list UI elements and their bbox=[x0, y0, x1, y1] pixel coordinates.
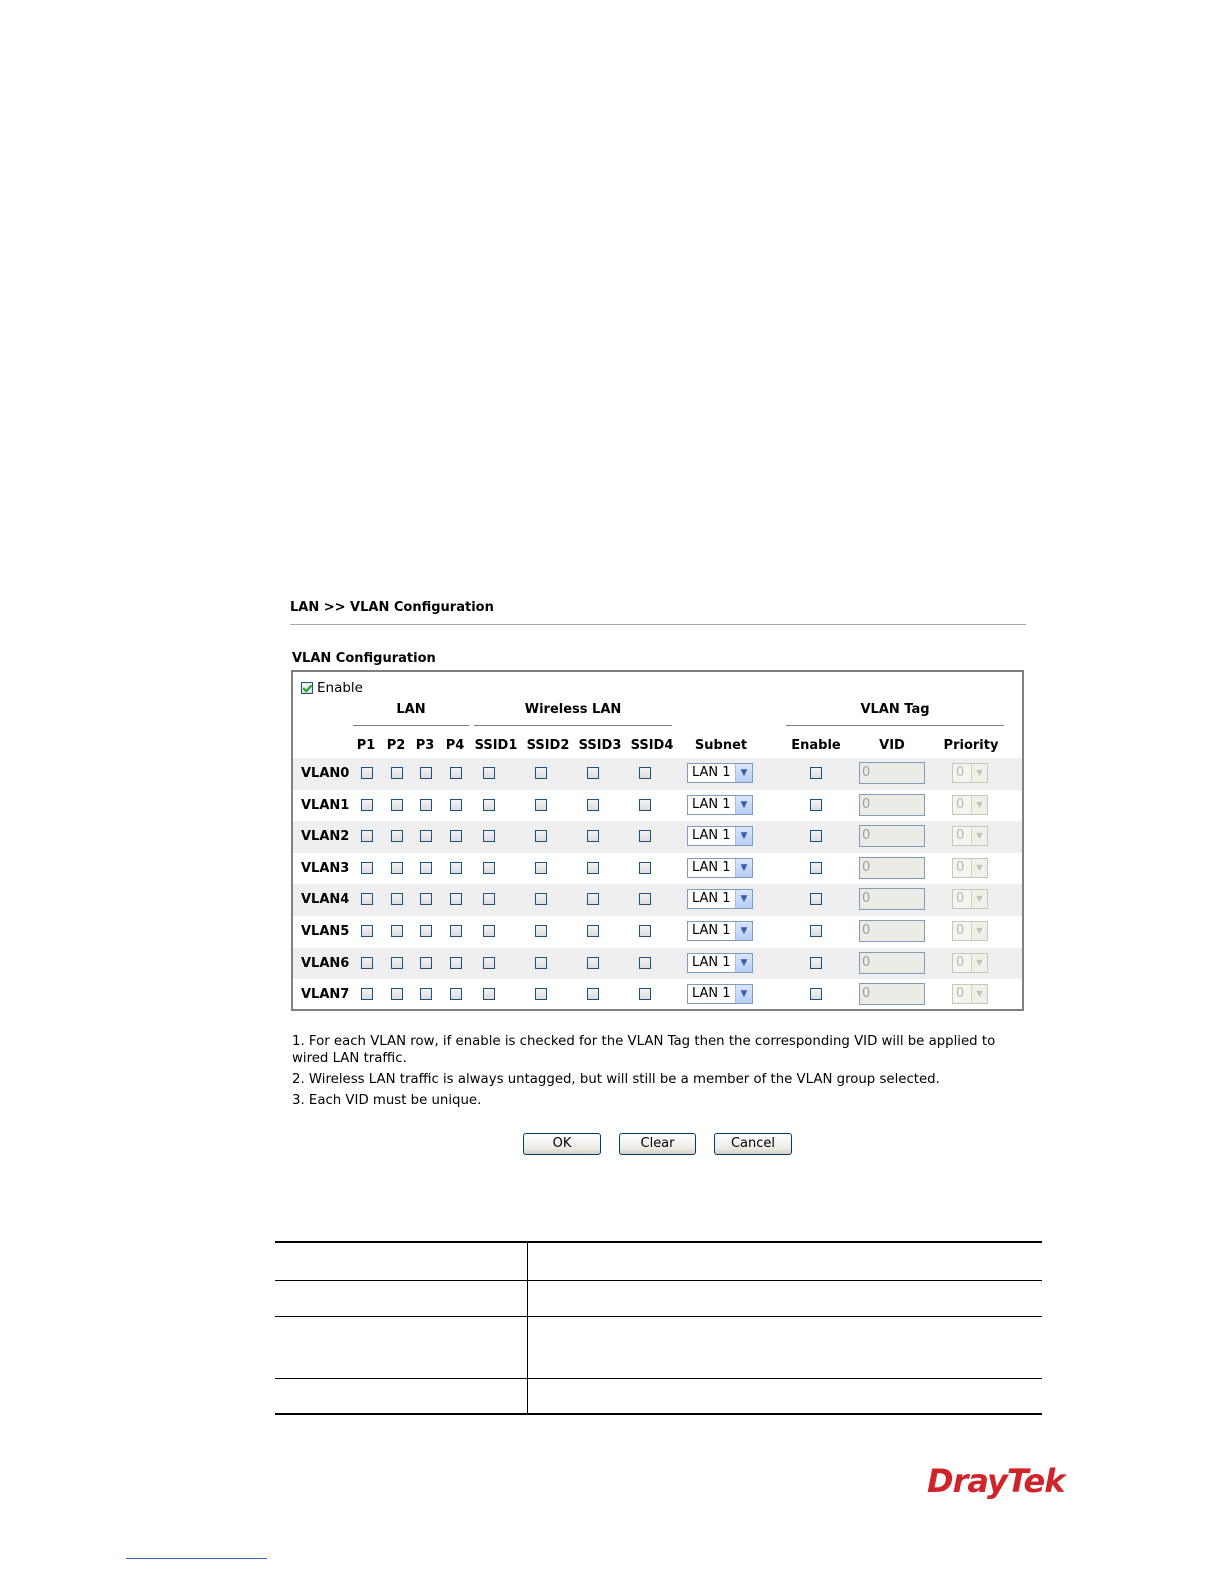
chevron-down-icon[interactable]: ▼ bbox=[735, 796, 752, 814]
vlan-row-label: VLAN2 bbox=[301, 829, 350, 845]
group-vlan-tag-label: VLAN Tag bbox=[860, 702, 930, 717]
chevron-down-icon[interactable]: ▼ bbox=[735, 922, 752, 940]
vlan-ssid4-checkbox[interactable] bbox=[639, 767, 651, 779]
vlan-p4-checkbox[interactable] bbox=[450, 925, 462, 937]
chevron-down-icon[interactable]: ▼ bbox=[971, 985, 987, 1003]
subnet-select[interactable] bbox=[687, 984, 753, 1004]
vlan-p3-checkbox[interactable] bbox=[420, 893, 432, 905]
subnet-select[interactable] bbox=[687, 763, 753, 783]
subnet-select[interactable] bbox=[687, 826, 753, 846]
col-p2: P2 bbox=[386, 738, 406, 753]
vlan-p3-checkbox[interactable] bbox=[420, 767, 432, 779]
vlan-tag-enable-checkbox[interactable] bbox=[810, 830, 822, 842]
subnet-value: LAN 1 bbox=[692, 859, 731, 875]
vlan-ssid1-checkbox[interactable] bbox=[483, 830, 495, 842]
vlan-ssid1-checkbox[interactable] bbox=[483, 925, 495, 937]
vlan-ssid1-checkbox[interactable] bbox=[483, 767, 495, 779]
vlan-ssid1-checkbox[interactable] bbox=[483, 957, 495, 969]
vlan-p1-checkbox[interactable] bbox=[361, 767, 373, 779]
chevron-down-icon[interactable]: ▼ bbox=[735, 985, 752, 1003]
vlan-row bbox=[293, 948, 1022, 980]
vlan-p2-checkbox[interactable] bbox=[391, 799, 403, 811]
vlan-ssid4-checkbox[interactable] bbox=[639, 925, 651, 937]
vlan-ssid3-checkbox[interactable] bbox=[587, 893, 599, 905]
priority-select[interactable] bbox=[952, 984, 988, 1004]
col-ssid4: SSID4 bbox=[630, 738, 674, 753]
ok-button[interactable]: OK bbox=[523, 1133, 601, 1155]
vlan-p3-checkbox[interactable] bbox=[420, 988, 432, 1000]
priority-select[interactable] bbox=[952, 795, 988, 815]
priority-value: 0 bbox=[956, 922, 965, 938]
vlan-ssid4-checkbox[interactable] bbox=[639, 988, 651, 1000]
col-subnet: Subnet bbox=[694, 738, 748, 753]
notes bbox=[292, 1033, 1027, 1113]
vlan-ssid1-checkbox[interactable] bbox=[483, 988, 495, 1000]
vlan-row-label: VLAN5 bbox=[301, 923, 350, 939]
vlan-p4-checkbox[interactable] bbox=[450, 893, 462, 905]
note-2: 2. Wireless LAN traffic is always untagged, but will still be a member of the VLAN group selected. bbox=[292, 1072, 940, 1087]
col-p1: P1 bbox=[356, 738, 376, 753]
cancel-button[interactable]: Cancel bbox=[714, 1133, 792, 1155]
vlan-p4-checkbox[interactable] bbox=[450, 957, 462, 969]
vlan-row-label: VLAN4 bbox=[301, 892, 350, 908]
vlan-p4-checkbox[interactable] bbox=[450, 830, 462, 842]
priority-select[interactable] bbox=[952, 858, 988, 878]
enable-label: Enable bbox=[317, 680, 363, 696]
vlan-ssid2-checkbox[interactable] bbox=[535, 830, 547, 842]
vlan-row-label: VLAN1 bbox=[301, 797, 350, 813]
chevron-down-icon[interactable]: ▼ bbox=[735, 890, 752, 908]
subnet-value: LAN 1 bbox=[692, 891, 731, 907]
vlan-p1-checkbox[interactable] bbox=[361, 830, 373, 842]
vlan-ssid4-checkbox[interactable] bbox=[639, 893, 651, 905]
vlan-ssid2-checkbox[interactable] bbox=[535, 988, 547, 1000]
vid-input[interactable]: 0 bbox=[859, 762, 925, 784]
vlan-p4-checkbox[interactable] bbox=[450, 799, 462, 811]
priority-select[interactable] bbox=[952, 889, 988, 909]
vlan-p4-checkbox[interactable] bbox=[450, 767, 462, 779]
vlan-row bbox=[293, 853, 1022, 885]
vid-input[interactable]: 0 bbox=[859, 825, 925, 847]
priority-value: 0 bbox=[956, 954, 965, 970]
vlan-rows bbox=[293, 758, 1022, 1011]
note-3: 3. Each VID must be unique. bbox=[292, 1093, 482, 1108]
subnet-select[interactable] bbox=[687, 921, 753, 941]
vlan-row bbox=[293, 790, 1022, 822]
subnet-value: LAN 1 bbox=[692, 922, 731, 938]
vlan-p2-checkbox[interactable] bbox=[391, 767, 403, 779]
vlan-ssid2-checkbox[interactable] bbox=[535, 862, 547, 874]
vlan-ssid3-checkbox[interactable] bbox=[587, 925, 599, 937]
chevron-down-icon[interactable]: ▼ bbox=[971, 827, 987, 845]
vlan-row-label: VLAN7 bbox=[301, 987, 350, 1003]
subnet-select[interactable] bbox=[687, 889, 753, 909]
vid-input[interactable]: 0 bbox=[859, 983, 925, 1005]
vlan-ssid3-checkbox[interactable] bbox=[587, 830, 599, 842]
vlan-ssid3-checkbox[interactable] bbox=[587, 767, 599, 779]
vlan-ssid3-checkbox[interactable] bbox=[587, 988, 599, 1000]
breadcrumb: LAN >> VLAN Configuration bbox=[290, 600, 494, 615]
vid-input[interactable]: 0 bbox=[859, 920, 925, 942]
footer-line bbox=[126, 1558, 267, 1559]
vlan-row bbox=[293, 758, 1022, 790]
chevron-down-icon[interactable]: ▼ bbox=[971, 764, 987, 782]
vlan-row-label: VLAN6 bbox=[301, 955, 350, 971]
vlan-row bbox=[293, 884, 1022, 916]
priority-value: 0 bbox=[956, 859, 965, 875]
vlan-p2-checkbox[interactable] bbox=[391, 830, 403, 842]
vlan-row-label: VLAN3 bbox=[301, 860, 350, 876]
col-priority: Priority bbox=[943, 738, 999, 753]
col-ssid2: SSID2 bbox=[526, 738, 570, 753]
group-vlan-tag-line bbox=[786, 725, 1004, 726]
col-p3: P3 bbox=[415, 738, 435, 753]
priority-value: 0 bbox=[956, 986, 965, 1002]
vlan-ssid4-checkbox[interactable] bbox=[639, 799, 651, 811]
chevron-down-icon[interactable]: ▼ bbox=[971, 954, 987, 972]
vlan-p2-checkbox[interactable] bbox=[391, 862, 403, 874]
priority-select[interactable] bbox=[952, 826, 988, 846]
chevron-down-icon[interactable]: ▼ bbox=[971, 890, 987, 908]
draytek-logo: DrayTek bbox=[927, 1462, 1065, 1500]
vlan-p3-checkbox[interactable] bbox=[420, 799, 432, 811]
subnet-select[interactable] bbox=[687, 953, 753, 973]
priority-value: 0 bbox=[956, 891, 965, 907]
vlan-ssid2-checkbox[interactable] bbox=[535, 925, 547, 937]
priority-select[interactable] bbox=[952, 953, 988, 973]
subnet-select[interactable] bbox=[687, 858, 753, 878]
vid-input[interactable]: 0 bbox=[859, 952, 925, 974]
subnet-value: LAN 1 bbox=[692, 986, 731, 1002]
enable-toggle[interactable] bbox=[301, 680, 363, 696]
vid-input[interactable]: 0 bbox=[859, 857, 925, 879]
vlan-p1-checkbox[interactable] bbox=[361, 925, 373, 937]
chevron-down-icon[interactable]: ▼ bbox=[735, 954, 752, 972]
note-1: 1. For each VLAN row, if enable is checked for the VLAN Tag then the corresponding VID will be applied to wired LAN traffic. bbox=[292, 1034, 996, 1066]
chevron-down-icon[interactable]: ▼ bbox=[971, 796, 987, 814]
enable-checkbox[interactable] bbox=[301, 682, 313, 694]
vlan-ssid1-checkbox[interactable] bbox=[483, 893, 495, 905]
priority-value: 0 bbox=[956, 828, 965, 844]
col-enable: Enable bbox=[791, 738, 841, 753]
vlan-p2-checkbox[interactable] bbox=[391, 988, 403, 1000]
subnet-value: LAN 1 bbox=[692, 765, 731, 780]
priority-select[interactable] bbox=[952, 763, 988, 783]
vlan-p2-checkbox[interactable] bbox=[391, 957, 403, 969]
vlan-ssid1-checkbox[interactable] bbox=[483, 799, 495, 811]
subnet-value: LAN 1 bbox=[692, 796, 731, 812]
vlan-p2-checkbox[interactable] bbox=[391, 893, 403, 905]
vlan-p3-checkbox[interactable] bbox=[420, 862, 432, 874]
vlan-p4-checkbox[interactable] bbox=[450, 988, 462, 1000]
subnet-select[interactable] bbox=[687, 795, 753, 815]
col-p4: P4 bbox=[445, 738, 465, 753]
description-table bbox=[275, 1241, 1042, 1415]
col-ssid1: SSID1 bbox=[474, 738, 518, 753]
vlan-p3-checkbox[interactable] bbox=[420, 925, 432, 937]
vlan-p4-checkbox[interactable] bbox=[450, 862, 462, 874]
vlan-ssid2-checkbox[interactable] bbox=[535, 767, 547, 779]
vlan-p1-checkbox[interactable] bbox=[361, 862, 373, 874]
chevron-down-icon[interactable]: ▼ bbox=[735, 827, 752, 845]
vlan-row bbox=[293, 916, 1022, 948]
chevron-down-icon[interactable]: ▼ bbox=[735, 859, 752, 877]
group-wireless-label: Wireless LAN bbox=[524, 702, 622, 717]
subnet-value: LAN 1 bbox=[692, 828, 731, 844]
vid-input[interactable]: 0 bbox=[859, 888, 925, 910]
vlan-p3-checkbox[interactable] bbox=[420, 957, 432, 969]
col-vid: VID bbox=[879, 738, 905, 753]
vlan-tag-enable-checkbox[interactable] bbox=[810, 957, 822, 969]
group-lan-line bbox=[353, 725, 469, 726]
priority-value: 0 bbox=[956, 796, 965, 812]
group-wireless-line bbox=[474, 725, 672, 726]
vlan-ssid1-checkbox[interactable] bbox=[483, 862, 495, 874]
vlan-p1-checkbox[interactable] bbox=[361, 799, 373, 811]
heading-divider bbox=[290, 624, 1026, 625]
vlan-tag-enable-checkbox[interactable] bbox=[810, 925, 822, 937]
vlan-p3-checkbox[interactable] bbox=[420, 830, 432, 842]
vlan-tag-enable-checkbox[interactable] bbox=[810, 799, 822, 811]
chevron-down-icon[interactable]: ▼ bbox=[735, 764, 752, 782]
vlan-tag-enable-checkbox[interactable] bbox=[810, 893, 822, 905]
vlan-ssid3-checkbox[interactable] bbox=[587, 957, 599, 969]
vlan-p1-checkbox[interactable] bbox=[361, 893, 373, 905]
vlan-ssid2-checkbox[interactable] bbox=[535, 957, 547, 969]
vlan-row bbox=[293, 821, 1022, 853]
vlan-row bbox=[293, 979, 1022, 1011]
vid-input[interactable]: 0 bbox=[859, 794, 925, 816]
vlan-p2-checkbox[interactable] bbox=[391, 925, 403, 937]
vlan-p1-checkbox[interactable] bbox=[361, 988, 373, 1000]
vlan-ssid2-checkbox[interactable] bbox=[535, 799, 547, 811]
chevron-down-icon[interactable]: ▼ bbox=[971, 859, 987, 877]
col-ssid3: SSID3 bbox=[578, 738, 622, 753]
vlan-ssid4-checkbox[interactable] bbox=[639, 957, 651, 969]
priority-select[interactable] bbox=[952, 921, 988, 941]
vlan-ssid3-checkbox[interactable] bbox=[587, 862, 599, 874]
vlan-p1-checkbox[interactable] bbox=[361, 957, 373, 969]
subnet-value: LAN 1 bbox=[692, 954, 731, 970]
vlan-config-panel bbox=[291, 670, 1024, 1011]
vlan-ssid3-checkbox[interactable] bbox=[587, 799, 599, 811]
chevron-down-icon[interactable]: ▼ bbox=[971, 922, 987, 940]
vlan-tag-enable-checkbox[interactable] bbox=[810, 988, 822, 1000]
vlan-tag-enable-checkbox[interactable] bbox=[810, 862, 822, 874]
vlan-ssid4-checkbox[interactable] bbox=[639, 830, 651, 842]
panel-title: VLAN Configuration bbox=[292, 651, 436, 666]
clear-button[interactable]: Clear bbox=[619, 1133, 696, 1155]
vlan-tag-enable-checkbox[interactable] bbox=[810, 767, 822, 779]
vlan-ssid2-checkbox[interactable] bbox=[535, 893, 547, 905]
vlan-ssid4-checkbox[interactable] bbox=[639, 862, 651, 874]
group-lan-label: LAN bbox=[396, 702, 426, 717]
priority-value: 0 bbox=[956, 765, 965, 780]
vlan-row-label: VLAN0 bbox=[301, 766, 350, 781]
